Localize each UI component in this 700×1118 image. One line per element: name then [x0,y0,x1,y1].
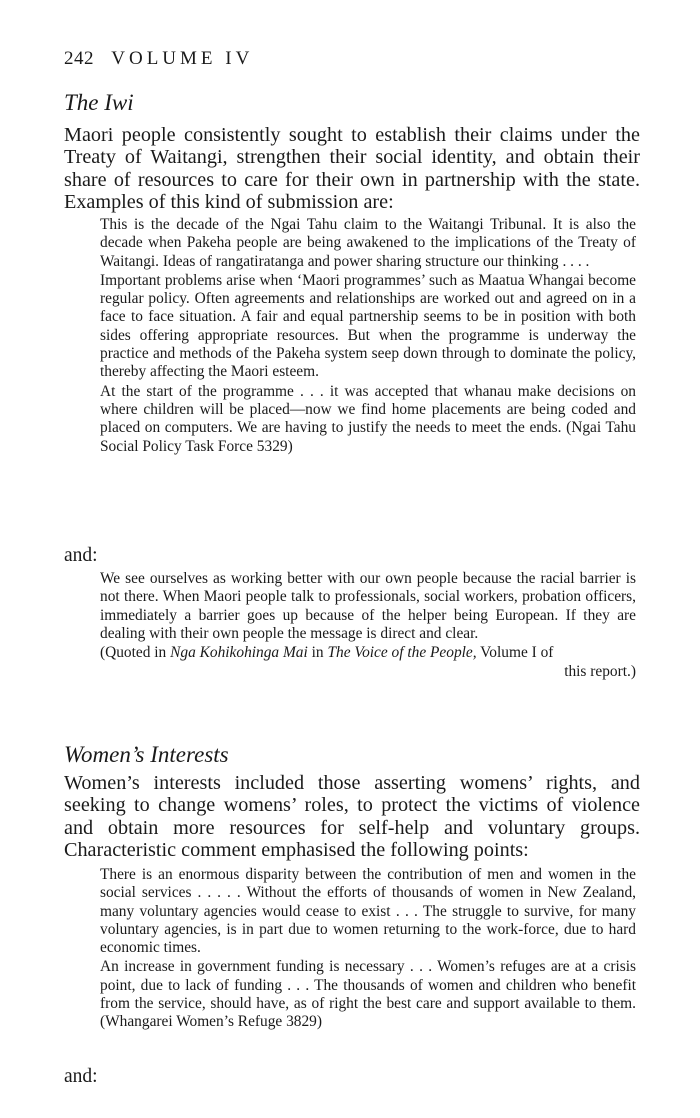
women-quote-para2: An increase in government funding is necessary . . . Women’s refuges are at a crisis point, due to lack of funding . . . The thousands of women and children who benefit from the service, should have, as of right the best care and support available to them. (Whangarei Women’s Refuge 3829) [100,958,636,1031]
page-number: 242 [64,48,94,69]
women-quote-block [100,866,636,1033]
running-header [64,48,253,70]
women-intro-paragraph: Women’s interests included those asserting womens’ rights, and seeking to change womens’ roles, to protect the victims of violence and obtain more resources for self-help and voluntary groups. Characteristic comment emphasised the following points: [64,772,640,862]
iwi-quote1-para2: Important problems arise when ‘Maori programmes’ such as Maatua Whangai become regular policy. Often agreements and relationships are worked out and agreed on in a face to face situation. A fair and equal partnership seems to be in position with both sides offering appropriate resources. But when the programme is underway the practice and methods of the Pakeha system seep down through to dominate the policy, thereby affecting the Maori esteem. [100,271,636,381]
women-connector: and: [64,1066,98,1087]
citation-title-voice-of-the-people: The Voice of the People, [327,644,477,662]
citation-pre: (Quoted in [100,644,171,662]
volume-label: VOLUME IV [111,48,254,69]
iwi-intro-paragraph: Maori people consistently sought to establish their claims under the Treaty of Waitangi, strengthen their social identity, and obtain their share of resources to care for their own in partnership with the state. Examples of this kind of submission are: [64,124,640,214]
iwi-quote2-citation [100,644,636,662]
citation-post: Volume I of [476,644,554,662]
section-heading-women: Women’s Interests [64,742,229,767]
iwi-quote-block-2 [100,570,636,683]
citation-title-nga-kohikohinga-mai: Nga Kohikohinga Mai [170,644,308,662]
women-quote-para1: There is an enormous disparity between the contribution of men and women in the social services . . . . . Without the efforts of thousands of women in New Zealand, many voluntary agencies would cease to exist . . . The struggle to survive, for many voluntary agencies, is in part due to women returning to the work-force, due to hard economic times. [100,866,636,957]
section-heading-iwi: The Iwi [64,90,134,115]
iwi-quote1-para3: At the start of the programme . . . it was accepted that whanau make decisions on where children will be placed—now we find home placements are being coded and placed on computers. We are having to justify the needs to meet the ends. (Ngai Tahu Social Policy Task Force 5329) [100,382,636,455]
iwi-quote-block-1 [100,216,636,457]
iwi-quote1-para1: This is the decade of the Ngai Tahu claim to the Waitangi Tribunal. It is also the decade when Pakeha people are being awakened to the implications of the Treaty of Waitangi. Ideas of rangatiratanga and power sharing structure our thinking . . . . [100,216,636,270]
iwi-connector: and: [64,545,98,566]
citation-mid: in [307,644,328,662]
iwi-quote2-citation-end: this report.) [564,663,636,681]
iwi-quote2-para1: We see ourselves as working better with our own people because the racial barrier is not there. When Maori people talk to professionals, social workers, probation officers, immediately a barrier goes up because of the helper being European. If they are dealing with their own people the message is direct and clear. [100,570,636,642]
